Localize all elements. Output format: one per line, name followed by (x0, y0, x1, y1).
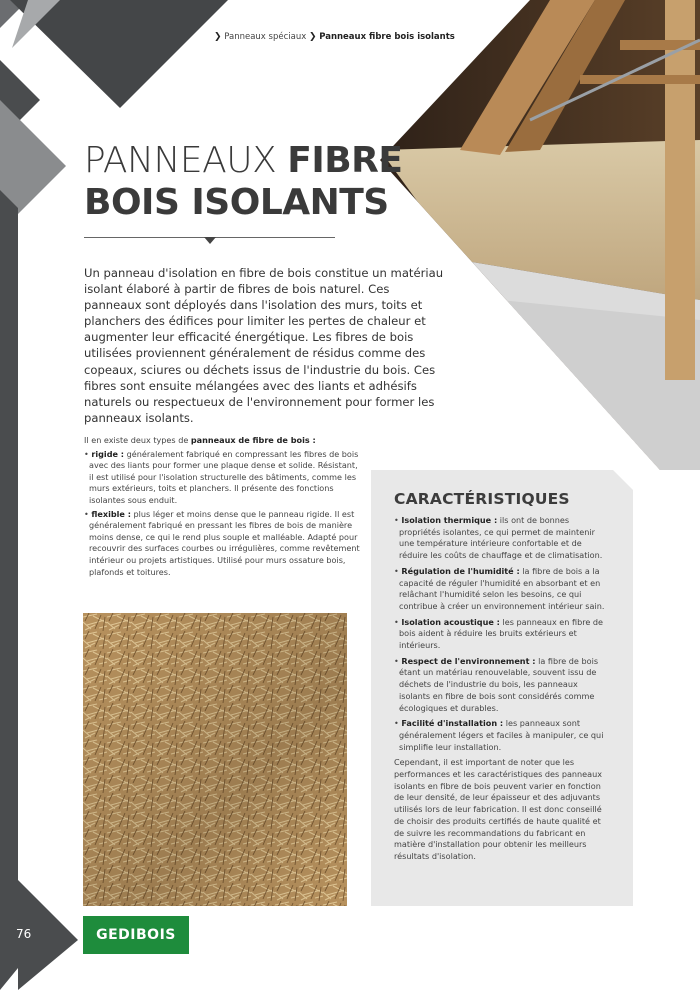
features-list (394, 515, 608, 863)
title-line1-bold: FIBRE (287, 140, 403, 181)
features-conclusion: Cependant, il est important de noter que les performances et les caractéristiques des panneaux isolants en fibre de bois peuvent varier en fonction de leur densité, de leur épaisseur et des adjuvants utilisés lors de leur fabrication. Il est donc conseillé de choisir des produits certifiés de haute qualité et de suivre les recommandations du fabricant en matière d'installation pour obtenir les meilleurs résultats d'isolation. (394, 757, 603, 861)
title-divider-arrow-icon (204, 237, 216, 244)
breadcrumb (214, 32, 455, 42)
page-number: 76 (16, 927, 32, 941)
title-line2-bold: BOIS ISOLANTS (84, 182, 389, 223)
feature-item: • Facilité d'installation : les panneaux sont généralement légers et faciles à manipuler, ce qui simplifie leur installation. (394, 718, 604, 752)
feature-item: • Régulation de l'humidité : la fibre de bois a la capacité de réguler l'humidité en absorbant et en relâchant l'humidité selon les besoins, ce qui contribue à créer un environnement intérieur sain. (394, 565, 605, 611)
breadcrumb-item-special-panels[interactable]: Panneaux spéciaux (224, 32, 307, 42)
breadcrumb-item-current: Panneaux fibre bois isolants (319, 32, 455, 42)
wood-fiber-photo (83, 613, 347, 906)
page-title (84, 140, 404, 224)
features-title: CARACTÉRISTIQUES (394, 490, 570, 508)
intro-paragraph: Un panneau d'isolation en fibre de bois constitue un matériau isolant élaboré à partir de fibres de bois naturel. Ces panneaux sont déployés dans l'isolation des murs, toits et planchers des édifices pour limiter les pertes de chaleur et augmenter leur efficacité énergétique. Les fibres de bois utilisées proviennent généralement de résidus comme des copeaux, sciures ou déchets issus de l'industrie du bois. Ces fibres sont ensuite mélangées avec des liants et adhésifs naturels ou respectueux de l'environnement pour former les panneaux isolants. (84, 266, 444, 425)
types-intro: Il en existe deux types de panneaux de fibre de bois : (84, 435, 316, 445)
gedibois-logo[interactable]: GEDIBOIS (83, 916, 189, 954)
chevron-right-icon: ❯ (214, 32, 222, 42)
feature-item: • Isolation acoustique : les panneaux en fibre de bois aident à réduire les bruits extérieurs et intérieurs. (394, 616, 604, 651)
type-item-flexible: • flexible : plus léger et moins dense que le panneau rigide. Il est généralement fabriqué en pressant les fibres de bois de manière moins dense, ce qui le rend plus souple et malléable. Adapté pour recouvrir des surfaces courbes ou irrégulières, comme revêtement intérieur ou projets artistiques. Utilisé pour murs ossature bois, plafonds et toitures. (84, 508, 360, 577)
feature-item: • Isolation thermique : ils ont de bonnes propriétés isolantes, ce qui permet de maintenir une température intérieure confortable et de réduire les coûts de chauffage et de climatisation. (394, 515, 603, 561)
panel-types-section (84, 435, 364, 580)
title-line1-light: PANNEAUX (84, 140, 288, 181)
type-item-rigid: • rigide : généralement fabriqué en compressant les fibres de bois avec des liants pour former une plaque dense et solide. Résistant, il est utilisé pour l'isolation structurelle des bâtiments, comme les murs extérieurs, toits et planchers. Il présente des fonctions isolantes sous enduit. (84, 448, 359, 505)
feature-item: • Respect de l'environnement : la fibre de bois étant un matériau renouvelable, souvent issu de déchets de l'industrie du bois, les panneaux isolants en fibre de bois sont considérés comme écologiques et durables. (394, 655, 599, 713)
chevron-right-icon: ❯ (308, 32, 317, 42)
